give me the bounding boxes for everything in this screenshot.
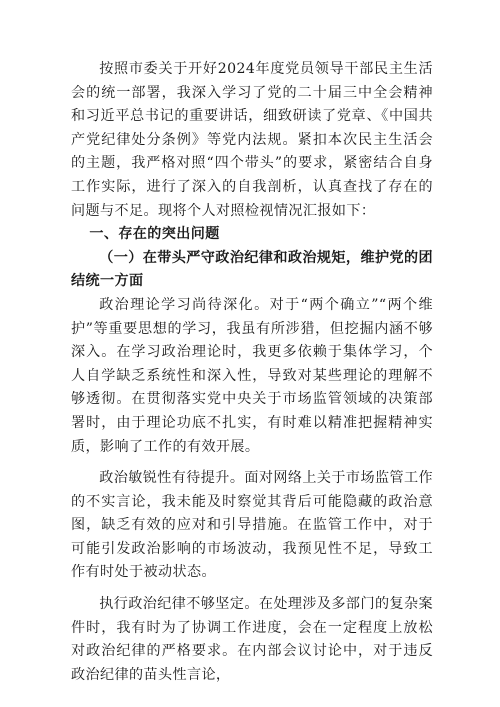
body-paragraph-2: 政治敏锐性有待提升。面对网络上关于市场监管工作的不实言论，我未能及时察觉其背后可能隐藏的政治意图，缺乏有效的应对和引导措施。在监管工作中，对于可能引发政治影响的市场波动，我预见性不足，导致工作有时处于被动状态。 [71, 470, 433, 581]
subsection-heading: （一）在带头严守政治纪律和政治规矩，维护党的团结统一方面 [71, 249, 433, 290]
body-paragraph-3: 执行政治纪律不够坚定。在处理涉及多部门的复杂案件时，我有时为了协调工作进度，会在一定程度上放松对政治纪律的严格要求。在内部会议讨论中，对于违反政治纪律的苗头性言论， [71, 596, 433, 683]
section-heading: 一、存在的突出问题 [89, 226, 220, 243]
document-page [71, 58, 433, 687]
intro-paragraph: 按照市委关于开好2024年度党员领导干部民主生活会的统一部署，我深入学习了党的二十届三中全会精神和习近平总书记的重要讲话，细致研读了党章、《中国共产党纪律处分条例》等党内法规。紧扣本次民主生活会的主题，我严格对照“四个带头”的要求，紧密结合自身工作实际，进行了深入的自我剖析，认真查找了存在的问题与不足。现将个人对照检视情况汇报如下： [71, 61, 433, 219]
body-paragraph-1: 政治理论学习尚待深化。对于“两个确立”“两个维护”等重要思想的学习，我虽有所涉猎，但挖掘内涵不够深入。在学习政治理论时，我更多依赖于集体学习，个人自学缺乏系统性和深入性，导致对某些理论的理解不够透彻。在贯彻落实党中央关于市场监管领域的决策部署时，由于理论功底不扎实，有时难以精准把握精神实质，影响了工作的有效开展。 [71, 296, 433, 455]
